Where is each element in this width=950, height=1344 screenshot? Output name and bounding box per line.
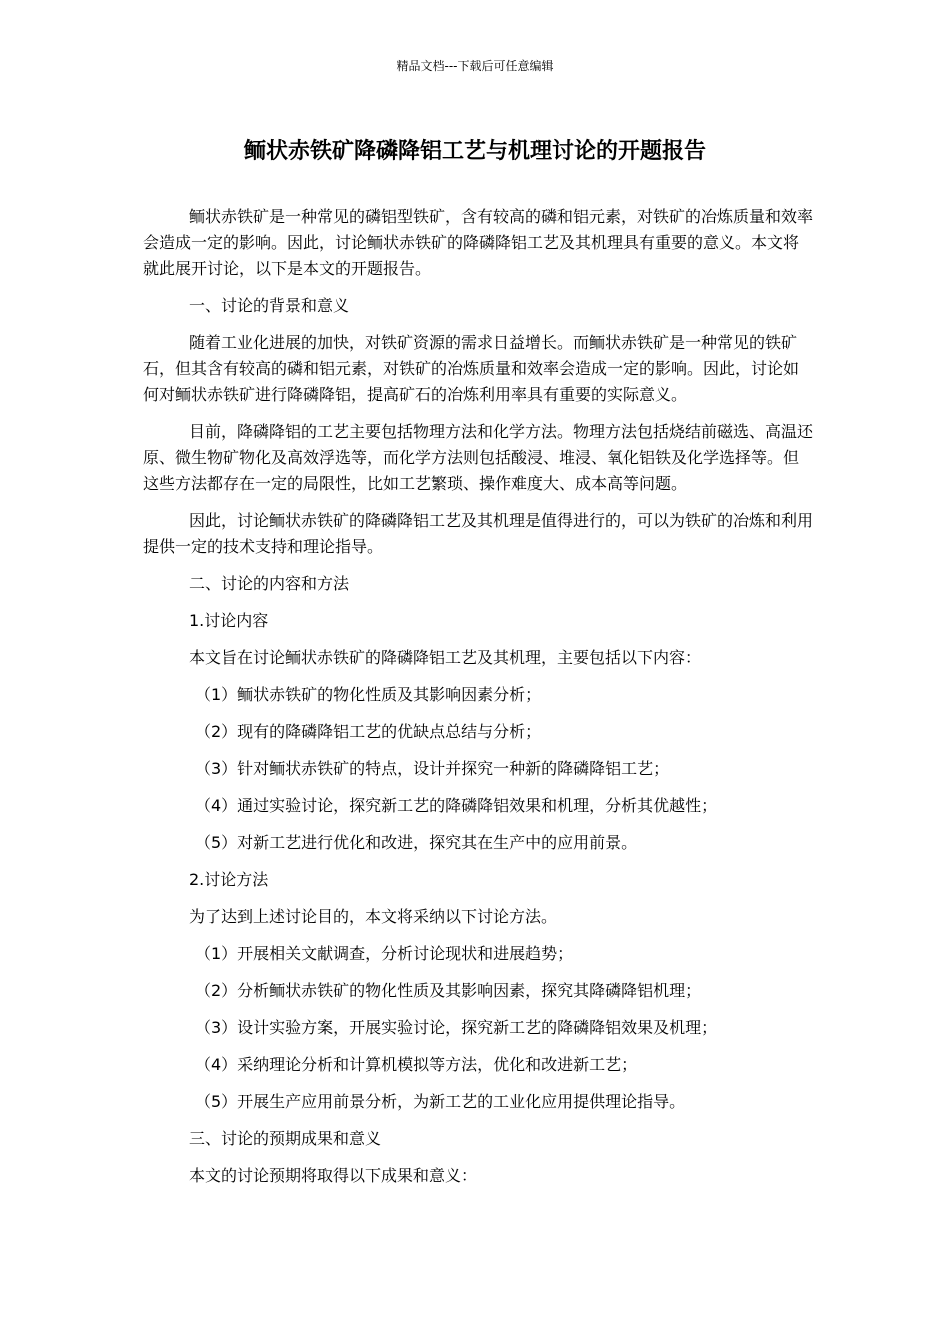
section-1-paragraph-2: 目前，降磷降铝的工艺主要包括物理方法和化学方法。物理方法包括烧结前磁选、高温还原、微生物矿物化及高效浮选等，而化学方法则包括酸浸、堆浸、氧化铝铁及化学选择等。但这些方法都存在一定的局限性，比如工艺繁琐、操作难度大、成本高等问题。 <box>143 422 814 493</box>
subsection-content-heading: 1.讨论内容 <box>189 611 269 630</box>
document-body <box>143 204 813 1200</box>
intro-paragraph: 鲕状赤铁矿是一种常见的磷铝型铁矿，含有较高的磷和铝元素，对铁矿的冶炼质量和效率会造成一定的影响。因此，讨论鲕状赤铁矿的降磷降铝工艺及其机理具有重要的意义。本文将就此展开讨论，以下是本文的开题报告。 <box>143 207 814 278</box>
section-1-paragraph-1: 随着工业化进展的加快，对铁矿资源的需求日益增长。而鲕状赤铁矿是一种常见的铁矿石，但其含有较高的磷和铝元素，对铁矿的冶炼质量和效率会造成一定的影响。因此，讨论如何对鲕状赤铁矿进行降磷降铝，提高矿石的冶炼利用率具有重要的实际意义。 <box>143 333 800 404</box>
subsection-method-lead: 为了达到上述讨论目的，本文将采纳以下讨论方法。 <box>189 907 558 926</box>
content-list-item: （4）通过实验讨论，探究新工艺的降磷降铝效果和机理，分析其优越性； <box>195 796 718 815</box>
content-list-item: （5）对新工艺进行优化和改进，探究其在生产中的应用前景。 <box>195 833 638 852</box>
subsection-content-lead: 本文旨在讨论鲕状赤铁矿的降磷降铝工艺及其机理，主要包括以下内容： <box>189 648 702 667</box>
section-1-paragraph-3: 因此，讨论鲕状赤铁矿的降磷降铝工艺及其机理是值得进行的，可以为铁矿的冶炼和利用提供一定的技术支持和理论指导。 <box>143 511 814 556</box>
method-list-item: （5）开展生产应用前景分析，为新工艺的工业化应用提供理论指导。 <box>195 1092 686 1111</box>
section-3-heading: 三、讨论的预期成果和意义 <box>189 1129 382 1148</box>
method-list-item: （2）分析鲕状赤铁矿的物化性质及其影响因素，探究其降磷降铝机理； <box>195 981 702 1000</box>
method-list-item: （3）设计实验方案，开展实验讨论，探究新工艺的降磷降铝效果及机理； <box>195 1018 718 1037</box>
content-list-item: （3）针对鲕状赤铁矿的特点，设计并探究一种新的降磷降铝工艺； <box>195 759 670 778</box>
section-2-heading: 二、讨论的内容和方法 <box>189 574 350 593</box>
method-list-item: （4）采纳理论分析和计算机模拟等方法，优化和改进新工艺； <box>195 1055 638 1074</box>
method-list-item: （1）开展相关文献调查，分析讨论现状和进展趋势； <box>195 944 574 963</box>
section-1-heading: 一、讨论的背景和意义 <box>189 296 350 315</box>
document-title: 鲕状赤铁矿降磷降铝工艺与机理讨论的开题报告 <box>243 139 706 164</box>
content-list-item: （2）现有的降磷降铝工艺的优缺点总结与分析； <box>195 722 542 741</box>
section-3-lead: 本文的讨论预期将取得以下成果和意义： <box>189 1166 478 1185</box>
subsection-method-heading: 2.讨论方法 <box>189 870 269 889</box>
content-list-item: （1）鲕状赤铁矿的物化性质及其影响因素分析； <box>195 685 542 704</box>
header-note: 精品文档---下载后可任意编辑 <box>396 59 554 73</box>
